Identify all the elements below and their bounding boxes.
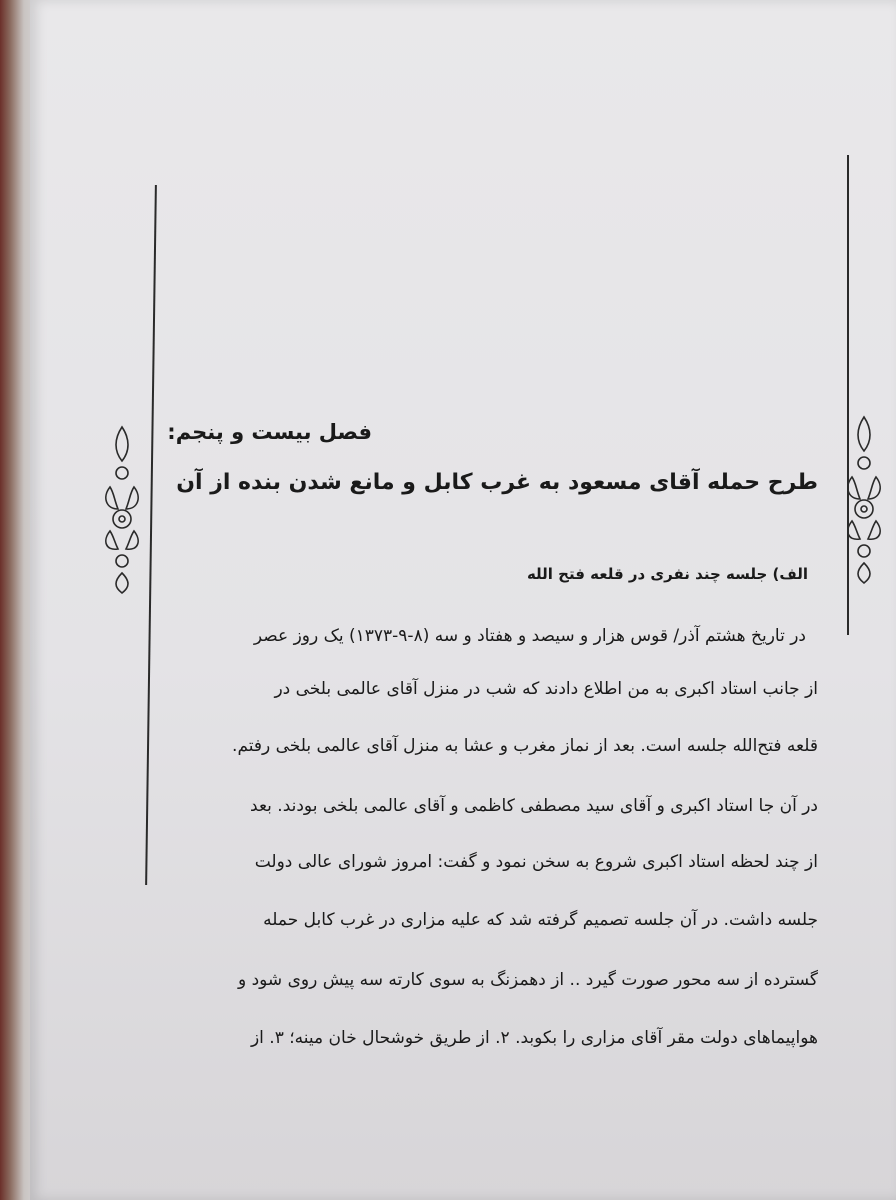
body-line: هواپیماهای دولت مقر آقای مزاری را بکوبد. ۲. از طریق خوشحال خان مینه؛ ۳. از — [250, 1028, 818, 1048]
body-line: جلسه داشت. در آن جلسه تصمیم گرفته شد که علیه مزاری در غرب کابل حمله — [263, 910, 818, 930]
body-line: در آن جا استاد اکبری و آقای سید مصطفی کاظمی و آقای عالمی بلخی بودند. بعد — [250, 796, 818, 816]
body-line: گسترده از سه محور صورت گیرد .. از دهمزنگ به سوی کارته سه پیش روی شود و — [237, 970, 818, 990]
body-line: قلعه فتح‌الله جلسه است. بعد از نماز مغرب و عشا به منزل آقای عالمی بلخی رفتم. — [232, 736, 818, 756]
left-floral-ornament-icon — [100, 425, 144, 595]
body-line: در تاریخ هشتم آذر/ قوس هزار و سیصد و هفتاد و سه (۸-۹-۱۳۷۳) یک روز عصر — [253, 626, 806, 646]
chapter-title: فصل بیست و پنجم: — [167, 420, 372, 444]
chapter-subtitle: طرح حمله آقای مسعود به غرب کابل و مانع شدن بنده از آن — [176, 470, 818, 495]
body-line: از چند لحظه استاد اکبری شروع به سخن نمود و گفت: امروز شورای عالی دولت — [254, 852, 818, 872]
right-floral-ornament-icon — [842, 415, 886, 585]
book-page — [30, 0, 896, 1200]
page-frame-left-rule — [145, 185, 156, 885]
section-heading: الف) جلسه چند نفری در قلعه فتح الله — [526, 565, 808, 583]
body-line: از جانب استاد اکبری به من اطلاع دادند که شب در منزل آقای عالمی بلخی در — [274, 679, 818, 699]
